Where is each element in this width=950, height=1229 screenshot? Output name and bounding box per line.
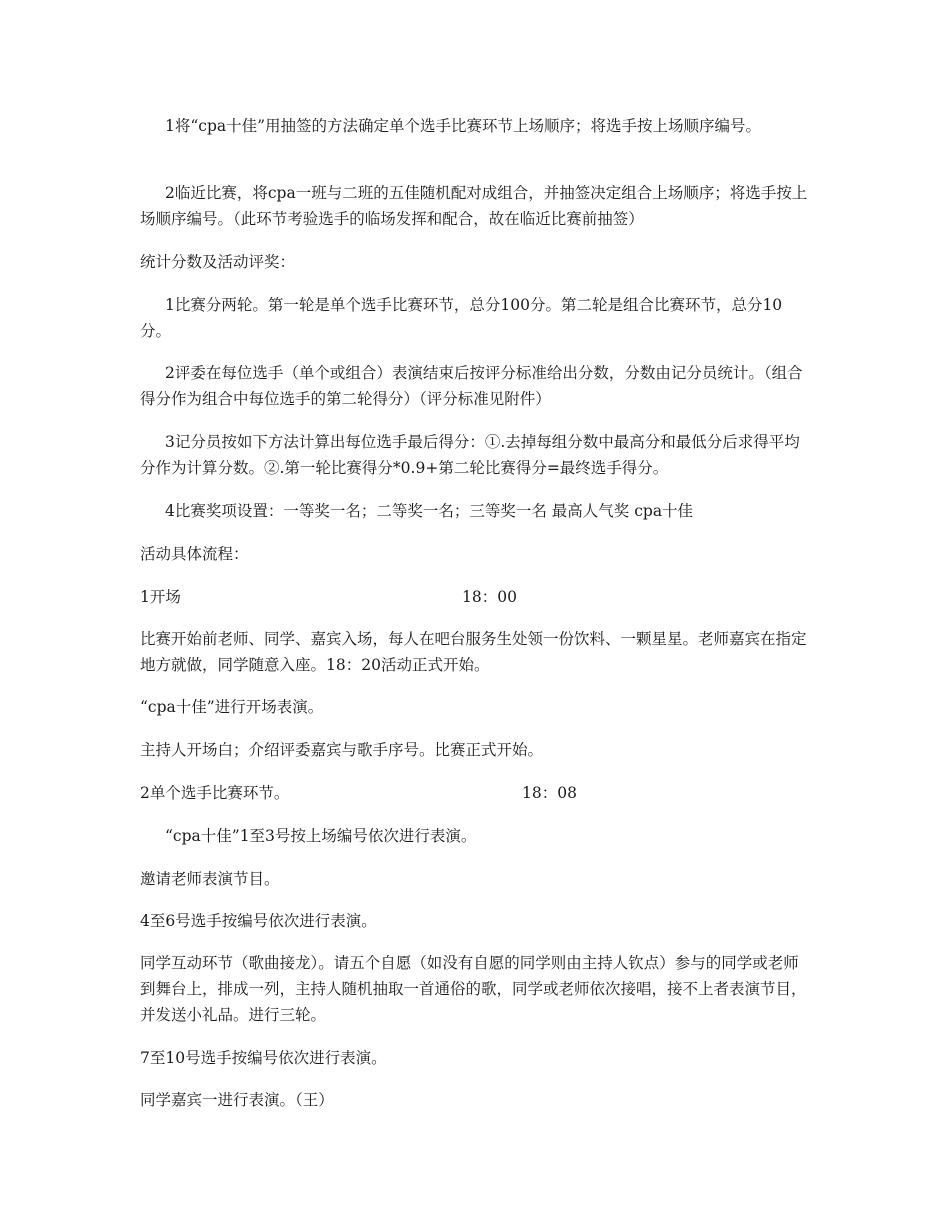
paragraph-draw-lots-single: 1将“cpa十佳”用抽签的方法确定单个选手比赛环节上场顺序；将选手按上场顺序编号。	[165, 117, 762, 135]
paragraph-contestants-4-6: 4至6号选手按编号依次进行表演。	[140, 912, 377, 930]
step1-label: 1开场	[140, 588, 181, 606]
paragraph-entry: 比赛开始前老师、同学、嘉宾入场，每人在吧台服务生处领一份饮料、一颗星星。老师嘉宾在指定地方就做，同学随意入座。18：20活动正式开始。	[140, 630, 807, 674]
step2-label: 2单个选手比赛环节。	[140, 784, 290, 802]
paragraph-host-opening: 主持人开场白；介绍评委嘉宾与歌手序号。比赛正式开始。	[140, 741, 544, 759]
paragraph-teacher-show: 邀请老师表演节目。	[140, 870, 280, 888]
paragraph-opening-show: “cpa十佳”进行开场表演。	[140, 698, 324, 716]
paragraph-scoring-method: 3记分员按如下方法计算出每位选手最后得分：①.去掉每组分数中最高分和最低分后求得平均分作为计算分数。②.第一轮比赛得分*0.9+第二轮比赛得分=最终选手得分。	[140, 433, 800, 477]
paragraph-scoring-rounds: 1比赛分两轮。第一轮是单个选手比赛环节，总分100分。第二轮是组合比赛环节，总分10分。	[140, 296, 783, 340]
paragraph-contestants-7-10: 7至10号选手按编号依次进行表演。	[140, 1049, 387, 1067]
step2-time: 18：08	[522, 784, 577, 802]
paragraph-draw-lots-group: 2临近比赛，将cpa一班与二班的五佳随机配对成组合，并抽签决定组合上场顺序；将选手按上场顺序编号。（此环节考验选手的临场发挥和配合，故在临近比赛前抽签）	[140, 184, 808, 228]
heading-scoring: 统计分数及活动评奖：	[140, 253, 296, 271]
heading-flow: 活动具体流程：	[140, 545, 249, 563]
paragraph-guest-show: 同学嘉宾一进行表演。（王）	[140, 1091, 334, 1109]
paragraph-top10-1-3: “cpa十佳”1至3号按上场编号依次进行表演。	[165, 827, 477, 845]
paragraph-scoring-judges: 2评委在每位选手（单个或组合）表演结束后按评分标准给出分数，分数由记分员统计。（组合得分作为组合中每位选手的第二轮得分）（评分标准见附件）	[140, 364, 803, 408]
step1-time: 18：00	[462, 588, 517, 606]
paragraph-interaction: 同学互动环节（歌曲接龙）。请五个自愿（如没有自愿的同学则由主持人钦点）参与的同学或老师到舞台上，排成一列，主持人随机抽取一首通俗的歌，同学或老师依次接唱，接不上者表演节目，并发送小礼品。进行三轮。	[140, 954, 807, 1024]
paragraph-awards: 4比赛奖项设置：一等奖一名；二等奖一名；三等奖一名 最高人气奖 cpa十佳	[165, 502, 694, 520]
